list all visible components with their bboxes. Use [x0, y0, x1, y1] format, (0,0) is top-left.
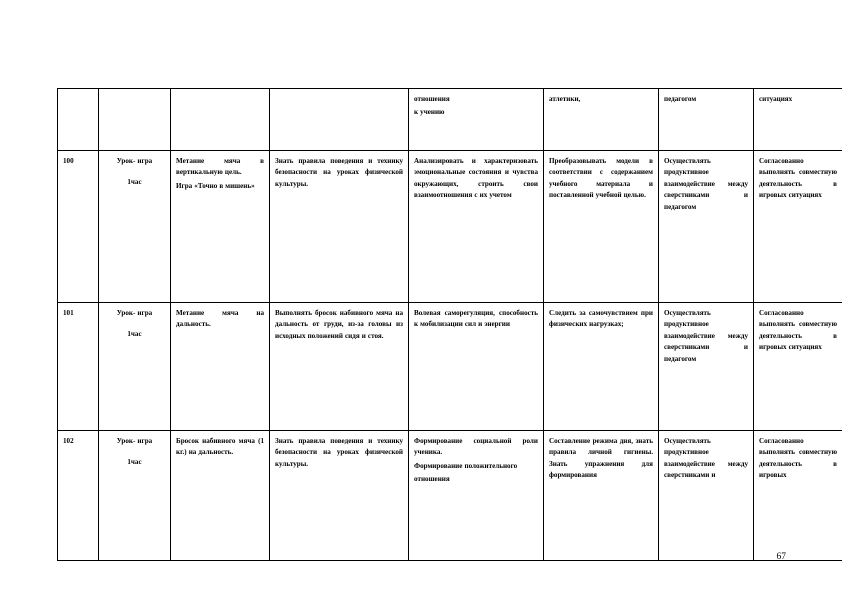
cell-cognitive-uud — [544, 303, 659, 431]
cell-text: Знать правила поведения и технику безопасности на уроках физической культуры. — [275, 157, 403, 188]
lesson-hours-label: 1час — [127, 458, 142, 467]
cell-personal-uud — [409, 303, 544, 431]
cell-text: Метание мяча в вертикальную цель. — [176, 157, 264, 177]
cell-text: Осуществлять продуктивное взаимодействие между сверстниками и — [664, 437, 748, 480]
cell-text: Волевая саморегуляция, способность к мобилизации сил и энергии — [414, 309, 538, 329]
cell-text: Знать правила поведения и технику безопасности на уроках физической культуры. — [275, 437, 403, 468]
cell-lesson-type — [99, 431, 171, 561]
cell-text: ситуациях — [759, 95, 793, 103]
cell-text: Игра «Точно в мишень» — [176, 181, 255, 190]
cell-lesson-theme — [171, 431, 270, 561]
cell-text: Согласованно выполнять совместную деятельность в игровых ситуациях — [759, 157, 837, 200]
cell-lesson-theme — [171, 151, 270, 303]
cell-knowledge — [270, 89, 409, 151]
lesson-type-label: Урок- игра — [116, 309, 153, 317]
cell-regulative-uud — [754, 303, 842, 431]
cell-text: Бросок набивного мяча (1 кг.) на дальность. — [176, 437, 264, 457]
cell-text: Составление режима дня, знать правила личной гигиены. Знать упражнения для формирования — [549, 437, 653, 480]
cell-text: Осуществлять продуктивное взаимодействие между сверстниками и педагогом — [664, 309, 748, 363]
cell-communicative-uud — [659, 89, 754, 151]
page-number: 67 — [776, 552, 786, 562]
cell-personal-uud — [409, 89, 544, 151]
table-row — [58, 89, 842, 151]
cell-row-number: 100 — [58, 151, 99, 303]
cell-text: к учению — [414, 108, 445, 117]
cell-text: Анализировать и характеризовать эмоциональные состояния и чувства окружающих, строить свои взаимоотношения с их учетом — [414, 157, 538, 200]
cell-text: отношения — [414, 475, 450, 484]
cell-text: отношения — [414, 95, 450, 103]
cell-text: Согласованно выполнять совместную деятельность в игровых ситуациях — [759, 309, 837, 352]
cell-row-number: 101 — [58, 303, 99, 431]
cell-regulative-uud — [754, 151, 842, 303]
cell-lesson-theme — [171, 89, 270, 151]
cell-text: Формирование социальной роли ученика. — [414, 437, 538, 457]
lesson-planning-table — [57, 88, 842, 561]
cell-row-number: 102 — [58, 431, 99, 561]
table-row — [58, 303, 842, 431]
cell-cognitive-uud — [544, 151, 659, 303]
cell-lesson-type — [99, 151, 171, 303]
cell-row-number — [58, 89, 99, 151]
cell-regulative-uud — [754, 89, 842, 151]
cell-knowledge — [270, 431, 409, 561]
cell-communicative-uud — [659, 303, 754, 431]
cell-knowledge — [270, 151, 409, 303]
cell-personal-uud — [409, 151, 544, 303]
lesson-hours-label: 1час — [127, 330, 142, 339]
cell-knowledge — [270, 303, 409, 431]
cell-text: Согласованно выполнять совместную деятельность в игровых — [759, 437, 837, 480]
cell-regulative-uud — [754, 431, 842, 561]
cell-lesson-type — [99, 89, 171, 151]
cell-lesson-type — [99, 303, 171, 431]
cell-text: Осуществлять продуктивное взаимодействие между сверстниками и педагогом — [664, 157, 748, 211]
cell-cognitive-uud — [544, 431, 659, 561]
cell-text: педагогом — [664, 95, 697, 103]
cell-text: Следить за самочувствием при физических нагрузках; — [549, 309, 653, 329]
cell-lesson-theme — [171, 303, 270, 431]
cell-text: Преобразовывать модели в соответствии с содержанием учебного материала и поставленной учебной целью. — [549, 157, 653, 200]
cell-communicative-uud — [659, 151, 754, 303]
table-row — [58, 151, 842, 303]
cell-text: Выполнять бросок набивного мяча на дальность от груди, из-за головы из исходных положений сидя и стоя. — [275, 309, 403, 340]
cell-text: Метание мяча на дальность. — [176, 309, 264, 329]
cell-communicative-uud — [659, 431, 754, 561]
cell-cognitive-uud — [544, 89, 659, 151]
cell-personal-uud — [409, 431, 544, 561]
lesson-type-label: Урок- игра — [116, 157, 153, 165]
lesson-type-label: Урок- игра — [116, 437, 153, 445]
cell-text: Формирование положительного — [414, 461, 518, 470]
cell-text: атлетики, — [549, 95, 581, 103]
table-row — [58, 431, 842, 561]
lesson-hours-label: 1час — [127, 178, 142, 187]
